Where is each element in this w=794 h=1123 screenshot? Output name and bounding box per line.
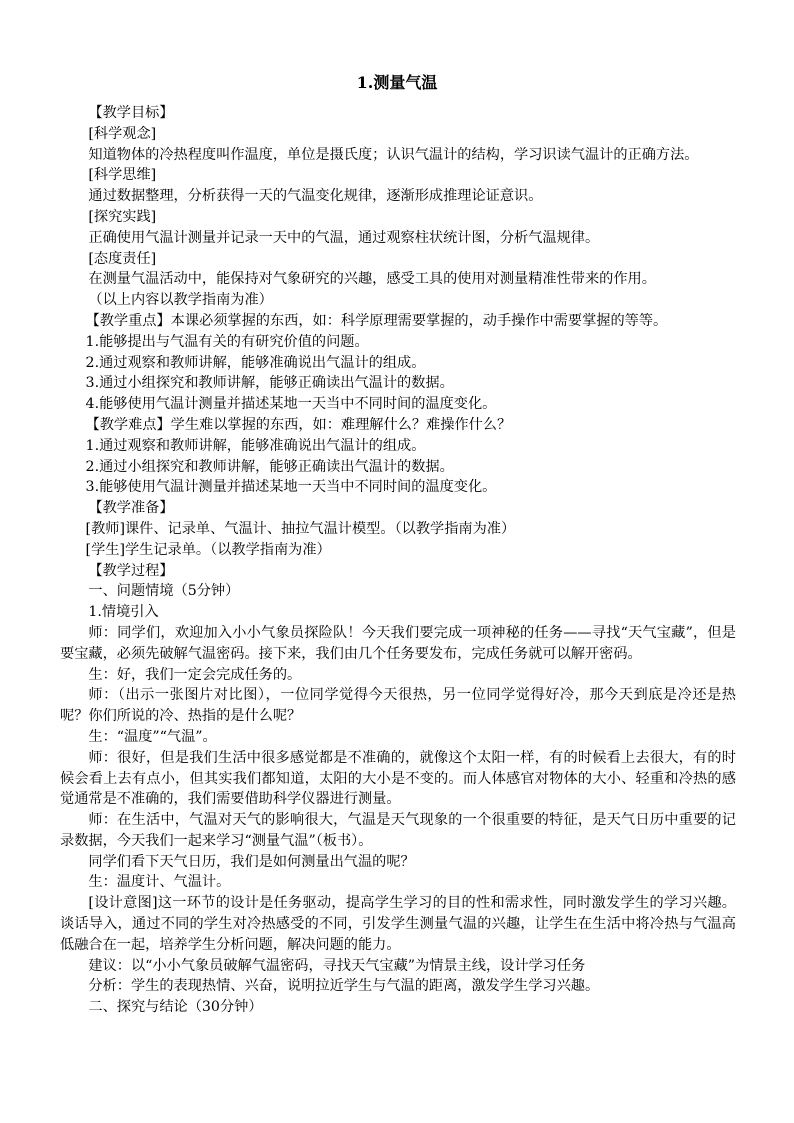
list-item: 1.能够提出与气温有关的有研究价值的问题。 <box>85 333 369 350</box>
paragraph: 师：（出示一张图片对比图），一位同学觉得今天很热，另一位同学觉得好冷，那今天到底是冷还是热呢？你们所说的冷、热指的是什么呢？ <box>60 687 736 725</box>
paragraph: [教师]课件、记录单、气温计、抽拉气温计模型。（以教学指南为准） <box>85 520 516 537</box>
page-title: 1.测量气温 <box>356 73 438 92</box>
heading-process: 【教学过程】 <box>88 562 174 579</box>
paragraph: 分析：学生的表现热情、兴奋，说明拉近学生与气温的距离，激发学生学习兴趣。 <box>88 978 600 995</box>
paragraph: 生：好，我们一定会完成任务的。 <box>88 666 302 683</box>
paragraph: 通过数据整理，分析获得一天的气温变化规律，逐渐形成推理论证意识。 <box>88 188 543 205</box>
subheading-concept: [科学观念] <box>88 125 157 142</box>
list-item: 1.通过观察和教师讲解，能够准确说出气温计的组成。 <box>85 437 426 454</box>
heading-difficulties: 【教学难点】学生难以掌握的东西，如：难理解什么？难操作什么？ <box>85 416 512 433</box>
paragraph: [学生]学生记录单。（以教学指南为准） <box>85 541 331 558</box>
subheading-practice: [探究实践] <box>88 208 157 225</box>
paragraph: 生：温度计、气温计。 <box>88 874 231 891</box>
heading-key-points: 【教学重点】本课必须掌握的东西，如：科学原理需要掌握的，动手操作中需要掌握的等等。 <box>85 312 668 329</box>
list-item: 3.通过小组探究和教师讲解，能够正确读出气温计的数据。 <box>85 375 454 392</box>
paragraph: 师：在生活中，气温对天气的影响很大，气温是天气现象的一个很重要的特征，是天气日历中重要的记录数据，今天我们一起来学习“测量气温”（板书）。 <box>60 812 736 849</box>
paragraph: 正确使用气温计测量并记录一天中的气温，通过观察柱状统计图，分析气温规律。 <box>88 229 600 246</box>
paragraph: 知道物体的冷热程度叫作温度，单位是摄氏度；认识气温计的结构，学习识读气温计的正确方法。 <box>88 146 699 163</box>
paragraph: 师：同学们，欢迎加入小小气象员探险队！今天我们要完成一项神秘的任务——寻找“天气宝藏”，但是要宝藏，必须先破解气温密码。接下来，我们由几个任务要发布，完成任务就可以解开密码。 <box>60 624 736 662</box>
section-heading: 二、探究与结论（30分钟） <box>88 999 263 1016</box>
heading-objectives: 【教学目标】 <box>88 105 174 121</box>
paragraph: 同学们看下天气日历，我们是如何测量出气温的呢？ <box>88 853 415 870</box>
paragraph: 在测量气温活动中，能保持对气象研究的兴趣，感受工具的使用对测量精准性带来的作用。 <box>88 271 656 288</box>
paragraph: 师：很好，但是我们生活中很多感觉都是不准确的，就像这个太阳一样，有的时候看上去很大，有的时候会看上去有点小，但其实我们都知道，太阳的大小是不变的。而人体感官对物体的大小、轻重和冷热的感觉通常是不准确的，我们需要借助科学仪器进行测量。 <box>60 749 736 808</box>
list-item: 3.能够使用气温计测量并描述某地一天当中不同时间的温度变化。 <box>85 479 497 496</box>
list-item: 2.通过观察和教师讲解，能够准确说出气温计的组成。 <box>85 354 426 371</box>
paragraph: 建议：以“小小气象员破解气温密码，寻找天气宝藏”为情景主线，设计学习任务 <box>88 957 586 974</box>
list-item: 2.通过小组探究和教师讲解，能够正确读出气温计的数据。 <box>85 458 454 475</box>
paragraph: [设计意图]这一环节的设计是任务驱动，提高学生学习的目的性和需求性，同时激发学生的学习兴趣。谈话导入，通过不同的学生对冷热感受的不同，引发学生测量气温的兴趣，让学生在生活中将冷热与气温高低融合在一起，培养学生分析问题，解决问题的能力。 <box>60 895 736 953</box>
subheading-attitude: [态度责任] <box>88 250 157 267</box>
document-body <box>60 103 736 1018</box>
section-heading: 一、问题情境（5分钟） <box>88 583 240 600</box>
list-item: 4.能够使用气温计测量并描述某地一天当中不同时间的温度变化。 <box>85 396 497 413</box>
subheading-thinking: [科学思维] <box>88 167 157 184</box>
paragraph: 生：“温度”“气温”。 <box>88 728 217 745</box>
paragraph-note: （以上内容以教学指南为准） <box>88 292 273 309</box>
heading-preparation: 【教学准备】 <box>88 500 174 517</box>
subsection-heading: 1.情境引入 <box>88 604 159 621</box>
